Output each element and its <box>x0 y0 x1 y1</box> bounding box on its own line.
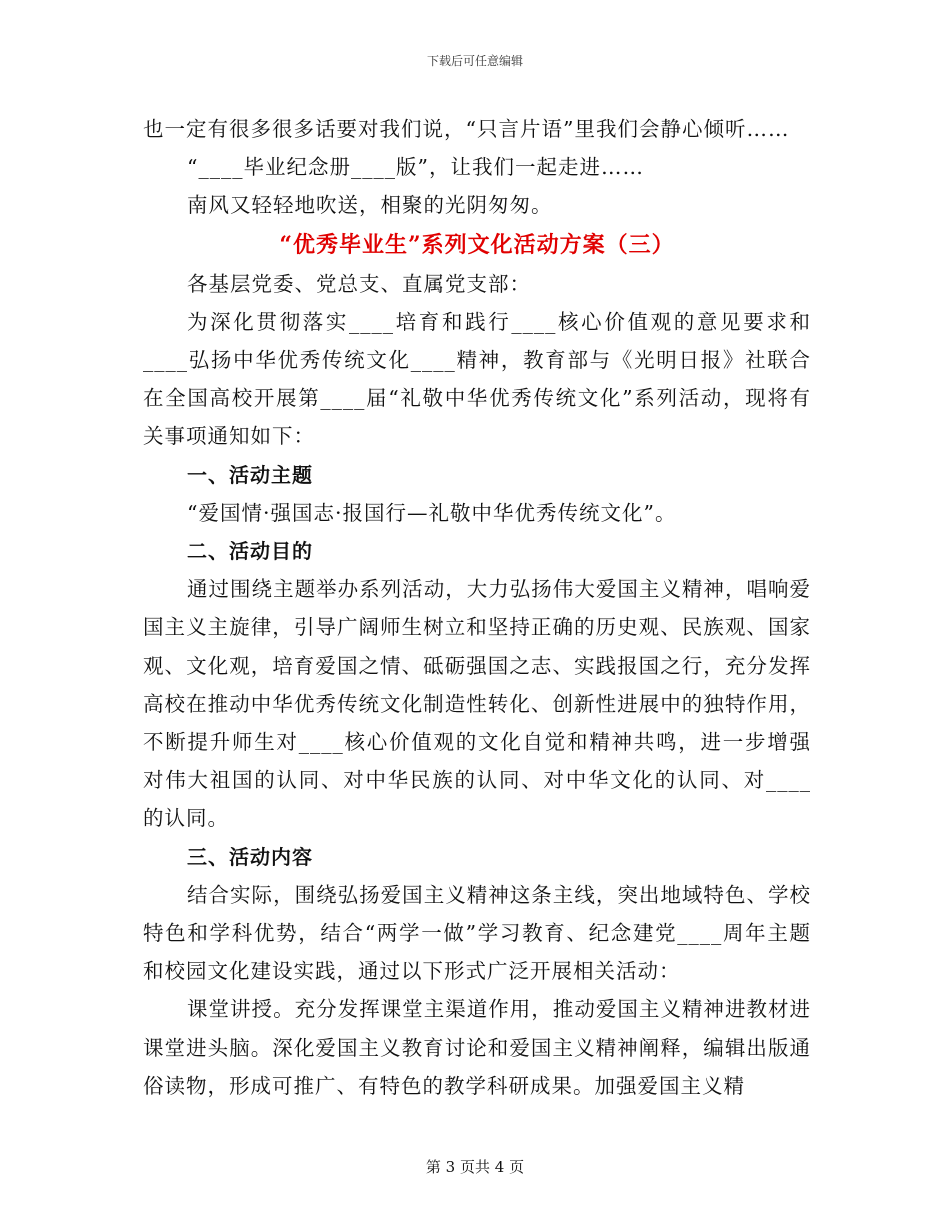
document-title: “优秀毕业生”系列文化活动方案（三） <box>279 231 675 258</box>
page-header: 下载后可任意编辑 <box>426 54 523 68</box>
section-heading-content: 三、活动内容 <box>187 844 313 869</box>
salutation: 各基层党委、党总支、直属党支部： <box>187 271 531 296</box>
document-body <box>143 110 811 1105</box>
page-footer: 第 3 页共 4 页 <box>425 1158 525 1176</box>
section-heading-purpose: 二、活动目的 <box>187 539 313 564</box>
paragraph-content-overview: 结合实际，围绕弘扬爱国主义精神这条主线，突出地域特色、学校特色和学科优势，结合“两学一做”学习教育、纪念建党____周年主题和校园文化建设实践，通过以下形式广泛开展相关活动： <box>143 882 811 984</box>
paragraph-theme: “爱国情·强国志·报国行—礼敬中华优秀传统文化”。 <box>187 500 677 525</box>
section-heading-theme: 一、活动主题 <box>187 462 313 487</box>
paragraph-continuation: 也一定有很多很多话要对我们说，“只言片语”里我们会静心倾听…… <box>143 117 790 141</box>
paragraph-classroom: 课堂讲授。充分发挥课堂主渠道作用，推动爱国主义精神进教材进课堂进头脑。深化爱国主义教育讨论和爱国主义精神阐释，编辑出版通俗读物，形成可推广、有特色的教学科研成果。加强爱国主义精 <box>143 997 811 1098</box>
paragraph-intro: 为深化贯彻落实____培育和践行____核心价值观的意见要求和____弘扬中华优秀传统文化____精神，教育部与《光明日报》社联合在全国高校开展第____届“礼敬中华优秀传统文化”系列活动，现将有关事项通知如下： <box>143 309 811 449</box>
paragraph-purpose: 通过围绕主题举办系列活动，大力弘扬伟大爱国主义精神，唱响爱国主义主旋律，引导广阔师生树立和坚持正确的历史观、民族观、国家观、文化观，培育爱国之情、砥砺强国之志、实践报国之行，充分发挥高校在推动中华优秀传统文化制造性转化、创新性进展中的独特作用，不断提升师生对____核心价值观的文化自觉和精神共鸣，进一步增强对伟大祖国的认同、对中华民族的认同、对中华文化的认同、对____的认同。 <box>143 577 811 831</box>
paragraph-yearbook: “____毕业纪念册____版”，让我们一起走进…… <box>187 155 644 180</box>
paragraph-south-wind: 南风又轻轻地吹送，相聚的光阴匆匆。 <box>187 193 553 218</box>
